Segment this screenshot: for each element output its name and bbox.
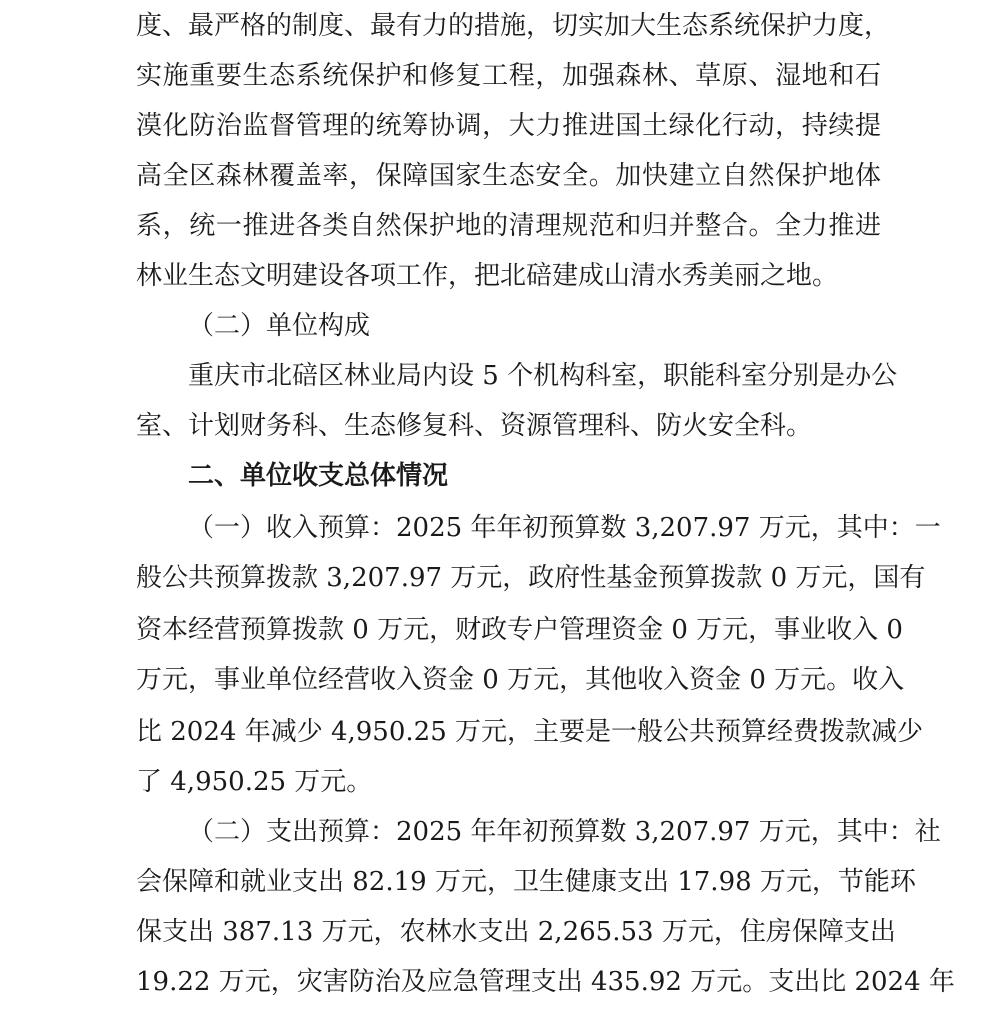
body-text-line: 资本经营预算拨款 0 万元，财政专户管理资金 0 万元，事业收入 0 [136,615,903,645]
body-text-line: （一）收入预算：2025 年年初预算数 3,207.97 万元，其中：一 [188,513,941,543]
body-text-line: 了 4,950.25 万元。 [136,767,373,797]
body-text-line: 万元，事业单位经营收入资金 0 万元，其他收入资金 0 万元。收入 [136,665,905,695]
body-text-line: 室、计划财务科、生态修复科、资源管理科、防火安全科。 [136,411,813,441]
body-text-line: 高全区森林覆盖率，保障国家生态安全。加快建立自然保护地体 [136,161,881,191]
body-text-line: 度、最严格的制度、最有力的措施，切实加大生态系统保护力度， [136,11,891,41]
body-text-line: 实施重要生态系统保护和修复工程，加强森林、草原、湿地和石 [136,61,881,91]
body-text-line: 比 2024 年减少 4,950.25 万元，主要是一般公共预算经费拨款减少 [136,717,924,747]
body-text-line: 保支出 387.13 万元，农林水支出 2,265.53 万元，住房保障支出 [136,917,896,947]
body-text-line: 般公共预算拨款 3,207.97 万元，政府性基金预算拨款 0 万元，国有 [136,563,926,593]
body-text-line: 19.22 万元，灾害防治及应急管理支出 435.92 万元。支出比 2024 年 [136,967,955,997]
body-text-line: 漠化防治监督管理的统筹协调，大力推进国土绿化行动，持续提 [136,111,881,141]
body-text-line: 会保障和就业支出 82.19 万元，卫生健康支出 17.98 万元，节能环 [136,867,916,897]
body-text-line: （二）支出预算：2025 年年初预算数 3,207.97 万元，其中：社 [188,817,941,847]
body-text-line: 系，统一推进各类自然保护地的清理规范和归并整合。全力推进 [136,211,881,241]
body-text-line: 林业生态文明建设各项工作，把北碚建成山清水秀美丽之地。 [136,261,839,291]
body-text-line: 重庆市北碚区林业局内设 5 个机构科室，职能科室分别是办公 [188,361,898,391]
section-heading: （二）单位构成 [188,311,371,341]
section-heading: 二、单位收支总体情况 [188,461,449,491]
